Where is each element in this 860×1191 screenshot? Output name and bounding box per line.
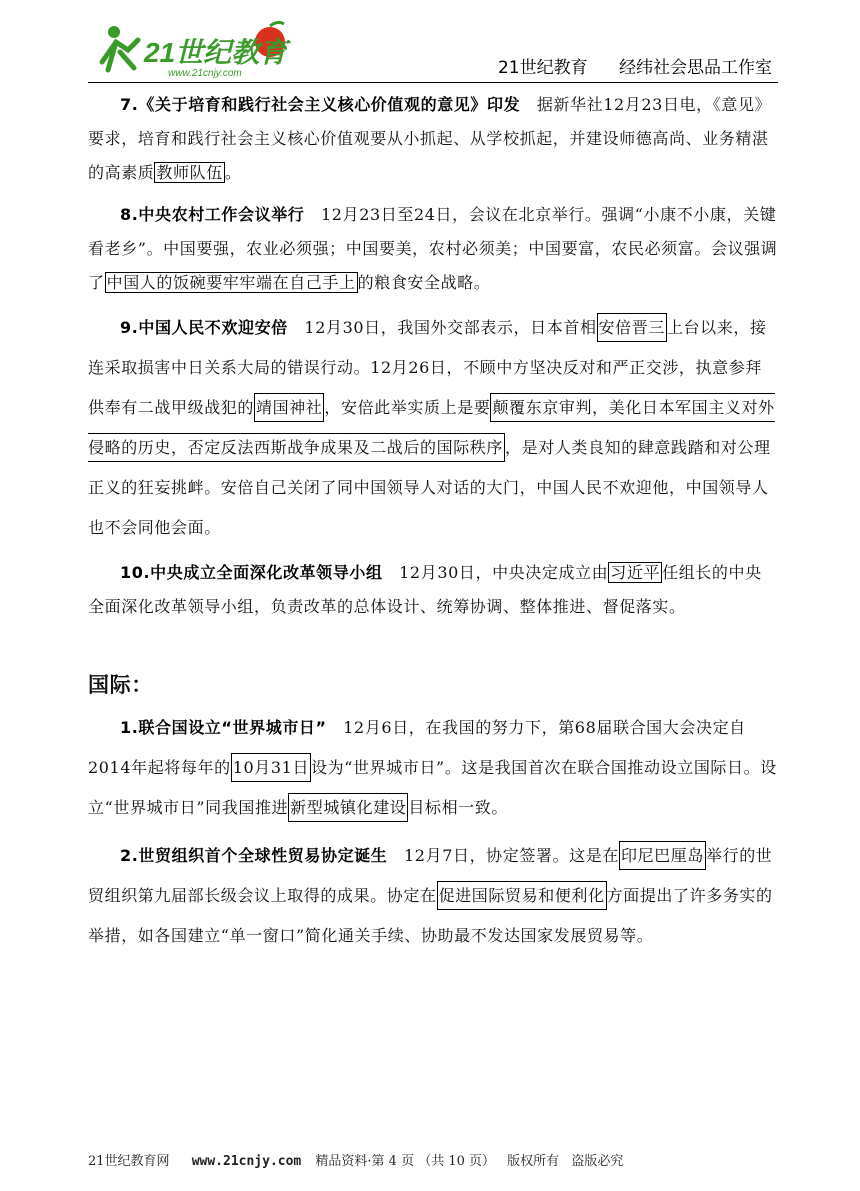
news-text: 12月6日，在我国的努力下，第68届联合国大会决定自2014年起将每年的 bbox=[88, 718, 746, 777]
key-term-box: 新型城镇化建设 bbox=[288, 793, 408, 822]
footer-url[interactable]: www.21cnjy.com bbox=[191, 1154, 302, 1169]
news-text: 。 bbox=[224, 163, 242, 182]
news-title: 7.《关于培育和践行社会主义核心价值观的意见》印发 bbox=[120, 95, 521, 114]
news-item bbox=[88, 198, 778, 300]
logo bbox=[94, 18, 294, 80]
running-figure-icon bbox=[102, 26, 138, 70]
header-org-name: 21世纪教育 bbox=[497, 58, 588, 78]
news-text: 12月23日至24日，会议在北京举行。强调“小康不小康，关键看老乡”。中国要强，农业必须强；中国要美，农村必须美；中国要富，农民必须富。会议强调了 bbox=[88, 205, 778, 292]
key-term-box: 教师队伍 bbox=[156, 163, 223, 182]
news-item bbox=[88, 308, 778, 548]
international-news-list bbox=[88, 708, 778, 956]
news-text: 据新华社12月23日电，《意见》要求，培育和践行社会主义核心价值观要从小抓起、从学校抓起，并建设师德高尚、业务精湛的高素质 bbox=[88, 95, 772, 182]
key-term-box: 习近平 bbox=[610, 563, 661, 582]
news-item bbox=[88, 88, 778, 190]
news-text: 举行的世贸组织第九届部长级会议上取得的成果。协定在 bbox=[88, 846, 773, 905]
news-text: 12月30日，中央决定成立由 bbox=[399, 563, 609, 582]
footer-piracy: 盗版必究 bbox=[571, 1154, 624, 1169]
news-text: 12月7日，协定签署。这是在 bbox=[404, 846, 619, 865]
news-text: 方面提出了许多务实的举措，如各国建立“单一窗口”简化通关手续、协助最不发达国家发展贸易等。 bbox=[88, 886, 773, 945]
news-text: ，是对人类良知的肆意践踏和对公理正义的狂妄挑衅。安倍自己关闭了同中国领导人对话的大门，中国人民不欢迎他，中国领导人也不会同他会面。 bbox=[88, 438, 771, 537]
header-org bbox=[472, 53, 772, 78]
key-term-box: 10月31日 bbox=[231, 753, 311, 782]
news-text: 设为“世界城市日”。这是我国首次在联合国推动设立国际日。设立“世界城市日”同我国推进 bbox=[88, 758, 777, 817]
key-term-box: 中国人的饭碗要牢牢端在自己手上 bbox=[106, 273, 356, 292]
logo-text: 21世纪教育 bbox=[144, 37, 288, 68]
news-text: 目标相一致。 bbox=[408, 798, 508, 817]
domestic-news-list bbox=[88, 88, 778, 624]
news-text: 的粮食安全战略。 bbox=[357, 273, 491, 292]
news-title: 1.联合国设立“世界城市日” bbox=[120, 718, 327, 737]
page-header bbox=[88, 16, 778, 83]
document-body bbox=[88, 88, 778, 964]
news-item bbox=[88, 836, 778, 956]
news-title: 2.世贸组织首个全球性贸易协定诞生 bbox=[120, 846, 388, 865]
footer-rights: 版权所有 bbox=[507, 1154, 560, 1169]
news-title: 8.中央农村工作会议举行 bbox=[120, 205, 305, 224]
logo-url: www.21cnjy.com bbox=[168, 68, 242, 79]
news-title: 9.中国人民不欢迎安倍 bbox=[120, 318, 288, 337]
news-title: 10.中央成立全面深化改革领导小组 bbox=[120, 563, 383, 582]
news-text: 上台以来，接连采取损害中日关系大局的错误行动。12月26日，不顾中方坚决反对和严正交涉，执意参拜供奉有二战甲级战犯的 bbox=[88, 318, 767, 417]
key-term-box: 靖国神社 bbox=[254, 393, 324, 422]
page-footer bbox=[88, 1150, 778, 1169]
key-term-box: 颠覆东京审判，美化日本军国主义对外侵略的历史，否定反法西斯战争成果及二战后的国际秩序 bbox=[88, 393, 775, 462]
key-term-box: 印尼巴厘岛 bbox=[619, 841, 706, 870]
footer-site: 21世纪教育网 bbox=[88, 1154, 170, 1169]
news-item bbox=[88, 708, 778, 828]
news-text: 任组长的中央全面深化改革领导小组，负责改革的总体设计、统筹协调、整体推进、督促落实。 bbox=[88, 563, 762, 616]
news-text: 12月30日，我国外交部表示，日本首相 bbox=[304, 318, 597, 337]
footer-page-info: 精品资料·第 4 页 （共 10 页） bbox=[315, 1154, 496, 1169]
international-heading: 国际： bbox=[88, 673, 153, 697]
news-text: ，安倍此举实质上是要 bbox=[324, 398, 491, 417]
news-item bbox=[88, 556, 778, 624]
key-term-box: 安倍晋三 bbox=[597, 313, 667, 342]
key-term-box: 促进国际贸易和便利化 bbox=[437, 881, 607, 910]
header-studio-name: 经纬社会思品工作室 bbox=[619, 58, 772, 78]
